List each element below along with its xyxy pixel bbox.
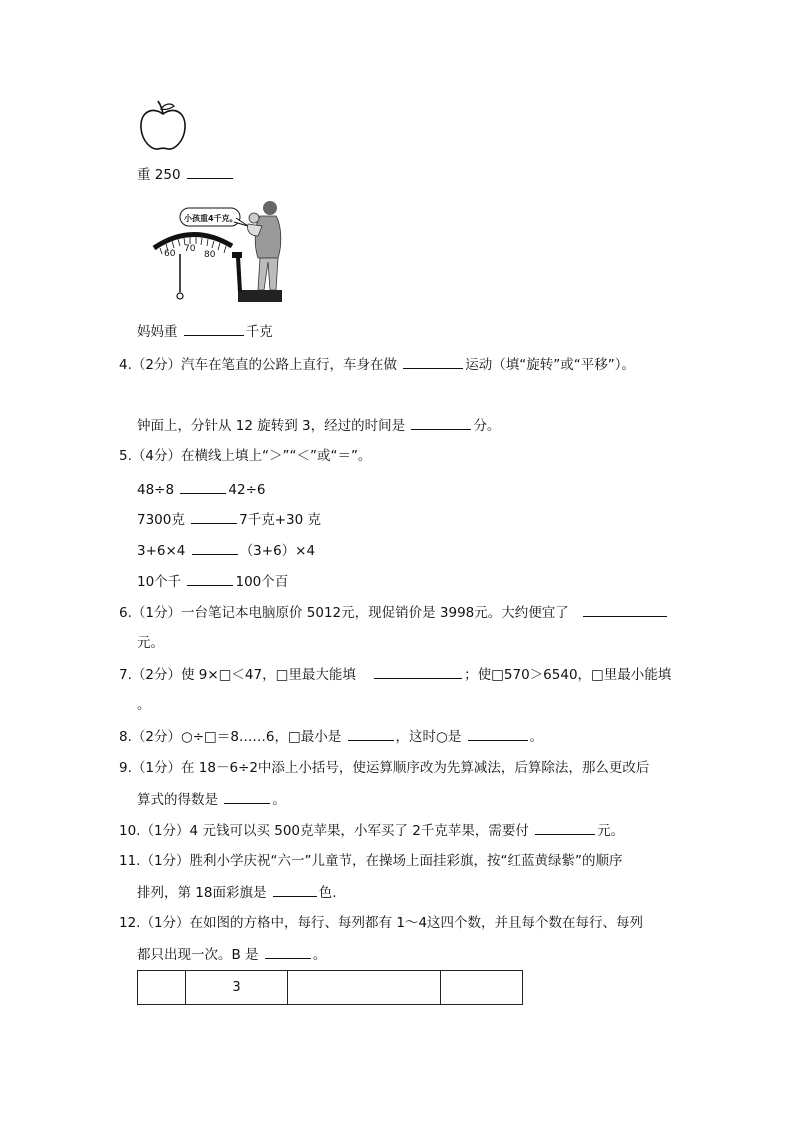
- q12-text-a: 都只出现一次。B 是: [137, 947, 259, 963]
- number-grid: [137, 970, 523, 1005]
- q4-line1-suffix: 运动（填“旋转”或“平移”）。: [465, 357, 636, 373]
- grid-cell: 3: [186, 971, 288, 1005]
- q5-blank[interactable]: [180, 479, 226, 494]
- mom-weight-suffix: 千克: [245, 324, 273, 340]
- q9-line1: 9.（1分）在 18－6÷2中添上小括号，使运算顺序改为先算减法，后算除法，那么更改后: [119, 760, 650, 776]
- q4-blank2[interactable]: [411, 415, 471, 430]
- q11-text-a: 排列，第 18面彩旗是: [137, 885, 267, 901]
- scale-tick-label: 70: [184, 244, 196, 254]
- q8-text-a: 8.（2分）○÷□＝8……6，□最小是: [119, 729, 342, 745]
- q4-line1-prefix: 4.（2分）汽车在笔直的公路上直行，车身在做: [119, 357, 397, 373]
- q5-title: 5.（4分）在横线上填上“＞”“＜”或“＝”。: [119, 448, 372, 464]
- grid-cell: [441, 971, 523, 1005]
- q10-text-b: 元。: [597, 823, 625, 839]
- apple-weight-line: [137, 164, 235, 185]
- q4-line2: [137, 415, 500, 436]
- grid-row: [138, 971, 523, 1005]
- mom-weight-blank[interactable]: [184, 321, 244, 336]
- q4-line2-suffix: 分。: [473, 418, 501, 434]
- q8-blank1[interactable]: [348, 726, 394, 741]
- q6-text: 6.（1分）一台笔记本电脑原价 5012元，现促销价是 3998元。大约便宜了: [119, 605, 569, 621]
- q8-line: [119, 726, 543, 747]
- q6-blank[interactable]: [583, 602, 667, 617]
- q5-blank[interactable]: [192, 540, 238, 555]
- q4-blank1[interactable]: [403, 354, 463, 369]
- q9-text-a: 算式的得数是: [137, 792, 218, 808]
- q10-line: [119, 820, 624, 841]
- q11-line1: 11.（1分）胜利小学庆祝“六一”儿童节，在操场上面挂彩旗，按“红蓝黄绿紫”的顺序: [119, 853, 623, 869]
- q9-line2: [137, 789, 286, 810]
- q5-row: [137, 571, 288, 592]
- q4-line1: [119, 354, 635, 375]
- q8-text-b: ，这时○是: [395, 729, 462, 745]
- q12-line2: [137, 944, 326, 965]
- apple-weight-text: 重 250: [137, 167, 181, 183]
- q7-text-b: ；使□570＞6540，□里最小能填: [464, 667, 672, 683]
- q5-blank[interactable]: [191, 509, 237, 524]
- q7-line2: 。: [137, 697, 151, 713]
- scale-illustration: [150, 196, 285, 308]
- q5-blank[interactable]: [187, 571, 233, 586]
- q6-line1: [119, 602, 669, 623]
- q10-text-a: 10.（1分）4 元钱可以买 500克苹果，小军买了 2千克苹果，需要付: [119, 823, 529, 839]
- q5-row-right: （3+6）×4: [239, 543, 316, 559]
- q5-row-right: 42÷6: [228, 482, 266, 498]
- q7-blank1[interactable]: [374, 664, 462, 679]
- q5-row: [137, 540, 315, 561]
- mom-weight-line: [137, 321, 273, 342]
- scale-tick-label: 80: [204, 250, 216, 260]
- q11-blank[interactable]: [273, 882, 317, 897]
- scale-tick-label: 60: [164, 249, 176, 259]
- apple-weight-blank[interactable]: [187, 164, 233, 179]
- q11-text-b: 色.: [318, 885, 337, 901]
- q8-text-c: 。: [529, 729, 544, 745]
- q5-row: [137, 509, 321, 530]
- q9-blank[interactable]: [224, 789, 270, 804]
- q5-row-left: 7300克: [137, 512, 185, 528]
- apple-icon: [138, 100, 188, 152]
- q10-blank[interactable]: [535, 820, 595, 835]
- q9-text-b: 。: [272, 792, 286, 808]
- q5-row-right: 7千克+30 克: [239, 512, 322, 528]
- q7-line1: [119, 664, 671, 685]
- q4-line2-prefix: 钟面上，分针从 12 旋转到 3，经过的时间是: [137, 418, 406, 434]
- q5-row: [137, 479, 265, 500]
- q5-row-left: 48÷8: [137, 482, 175, 498]
- q11-line2: [137, 882, 337, 903]
- mom-weight-prefix: 妈妈重: [137, 324, 178, 340]
- q7-text-a: 7.（2分）使 9×□＜47，□里最大能填: [119, 667, 356, 683]
- q8-blank2[interactable]: [468, 726, 528, 741]
- q5-row-left: 10个千: [137, 574, 182, 590]
- q6-line2: 元。: [137, 635, 164, 651]
- speech-bubble-text: 小孩重4千克。: [184, 214, 238, 223]
- grid-cell: [138, 971, 186, 1005]
- q5-row-left: 3+6×4: [137, 543, 186, 559]
- q5-row-right: 100个百: [235, 574, 289, 590]
- q12-blank[interactable]: [265, 944, 311, 959]
- q12-line1: 12.（1分）在如图的方格中，每行、每列都有 1～4这四个数，并且每个数在每行、每列: [119, 915, 644, 931]
- q12-text-b: 。: [312, 947, 327, 963]
- grid-cell: [288, 971, 441, 1005]
